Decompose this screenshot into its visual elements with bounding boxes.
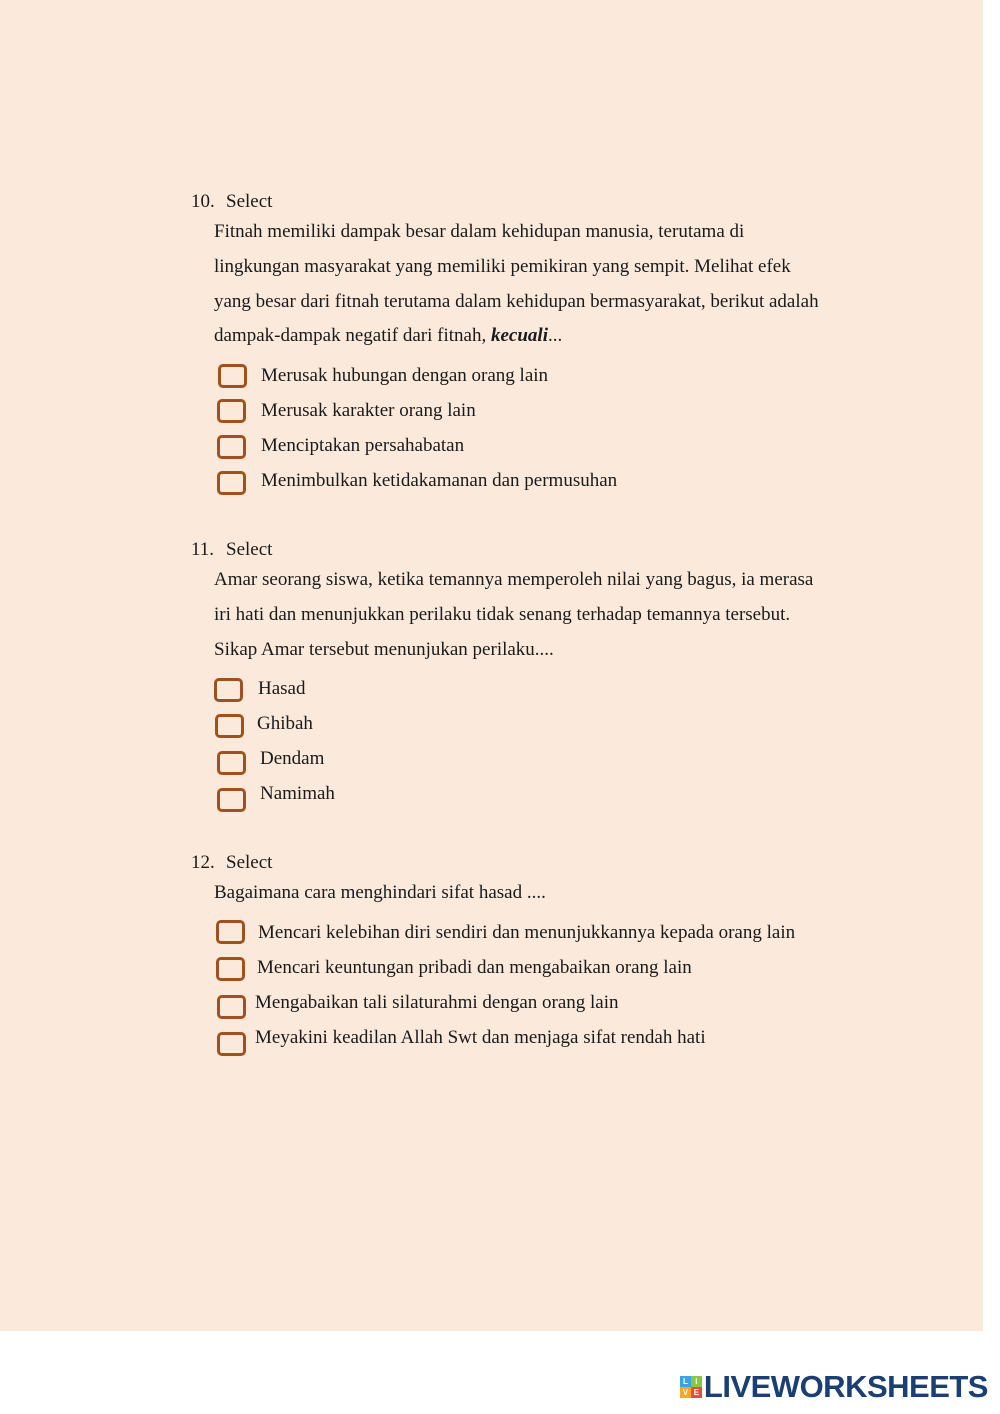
answer-checkbox[interactable] bbox=[218, 364, 247, 388]
answer-option-label: Mencari kelebihan diri sendiri dan menunjukkannya kepada orang lain bbox=[258, 922, 796, 943]
question-text bbox=[214, 215, 856, 354]
question-header bbox=[191, 191, 272, 213]
question-type: Select bbox=[226, 191, 273, 212]
question-text bbox=[214, 563, 856, 667]
answer-checkbox[interactable] bbox=[214, 678, 243, 702]
answer-option-label: Mengabaikan tali silaturahmi dengan orang lain bbox=[255, 992, 619, 1013]
question-type: Select bbox=[226, 539, 273, 560]
answer-option-label: Namimah bbox=[260, 783, 335, 804]
question-text bbox=[214, 876, 856, 911]
question-text-line: Fitnah memiliki dampak besar dalam kehidupan manusia, terutama di bbox=[214, 221, 745, 242]
question-text-line: iri hati dan menunjukkan perilaku tidak senang terhadap temannya tersebut. bbox=[214, 603, 791, 625]
liveworksheets-icon bbox=[680, 1376, 702, 1398]
answer-checkbox[interactable] bbox=[216, 957, 245, 981]
question-emphasis: kecuali bbox=[490, 325, 548, 347]
answer-checkbox[interactable] bbox=[217, 995, 246, 1019]
answer-option-label: Hasad bbox=[258, 678, 306, 699]
question-text-line: yang besar dari fitnah terutama dalam kehidupan bermasyarakat, berikut adalah bbox=[214, 290, 819, 312]
answer-checkbox[interactable] bbox=[216, 920, 245, 944]
question-text-line: Bagaimana cara menghindari sifat hasad .... bbox=[214, 882, 546, 903]
brand-icon-letter: V bbox=[680, 1387, 691, 1398]
brand-icon-letter: E bbox=[691, 1387, 702, 1398]
answer-option-label: Mencari keuntungan pribadi dan mengabaikan orang lain bbox=[257, 957, 692, 978]
question-number: 11. bbox=[191, 539, 215, 560]
question-text-line: Amar seorang siswa, ketika temannya memperoleh nilai yang bagus, ia merasa bbox=[214, 569, 814, 590]
question-text-line: Sikap Amar tersebut menunjukan perilaku.... bbox=[214, 638, 554, 660]
answer-checkbox[interactable] bbox=[217, 435, 246, 459]
question-text-prefix: dampak-dampak negatif dari fitnah, bbox=[214, 325, 491, 347]
answer-option-label: Menciptakan persahabatan bbox=[261, 435, 465, 456]
answer-option-label: Merusak karakter orang lain bbox=[261, 400, 476, 421]
brand-icon-letter: L bbox=[680, 1376, 691, 1387]
answer-checkbox[interactable] bbox=[217, 751, 246, 775]
question-text-line: lingkungan masyarakat yang memiliki pemikiran yang sempit. Melihat efek bbox=[214, 255, 791, 277]
brand-name: LIVEWORKSHEETS bbox=[703, 1369, 988, 1404]
answer-option-label: Merusak hubungan dengan orang lain bbox=[261, 365, 549, 386]
answer-checkbox[interactable] bbox=[217, 399, 246, 423]
question-text-line bbox=[214, 319, 856, 354]
question-header bbox=[191, 539, 272, 561]
answer-option-label: Meyakini keadilan Allah Swt dan menjaga sifat rendah hati bbox=[255, 1027, 706, 1048]
brand-logo[interactable] bbox=[680, 1370, 988, 1404]
answer-option-label: Ghibah bbox=[257, 713, 313, 734]
answer-checkbox[interactable] bbox=[215, 714, 244, 738]
brand-icon-letter: I bbox=[691, 1376, 702, 1387]
question-number: 12. bbox=[191, 852, 215, 873]
answer-option-label: Dendam bbox=[260, 748, 325, 769]
question-text-suffix: ... bbox=[547, 325, 563, 347]
footer bbox=[0, 1331, 1000, 1414]
answer-checkbox[interactable] bbox=[217, 471, 246, 495]
question-header bbox=[191, 852, 272, 874]
answer-checkbox[interactable] bbox=[217, 788, 246, 812]
question-type: Select bbox=[226, 852, 273, 873]
question-number: 10. bbox=[191, 191, 215, 212]
answer-checkbox[interactable] bbox=[217, 1032, 246, 1056]
answer-option-label: Menimbulkan ketidakamanan dan permusuhan bbox=[261, 470, 618, 491]
